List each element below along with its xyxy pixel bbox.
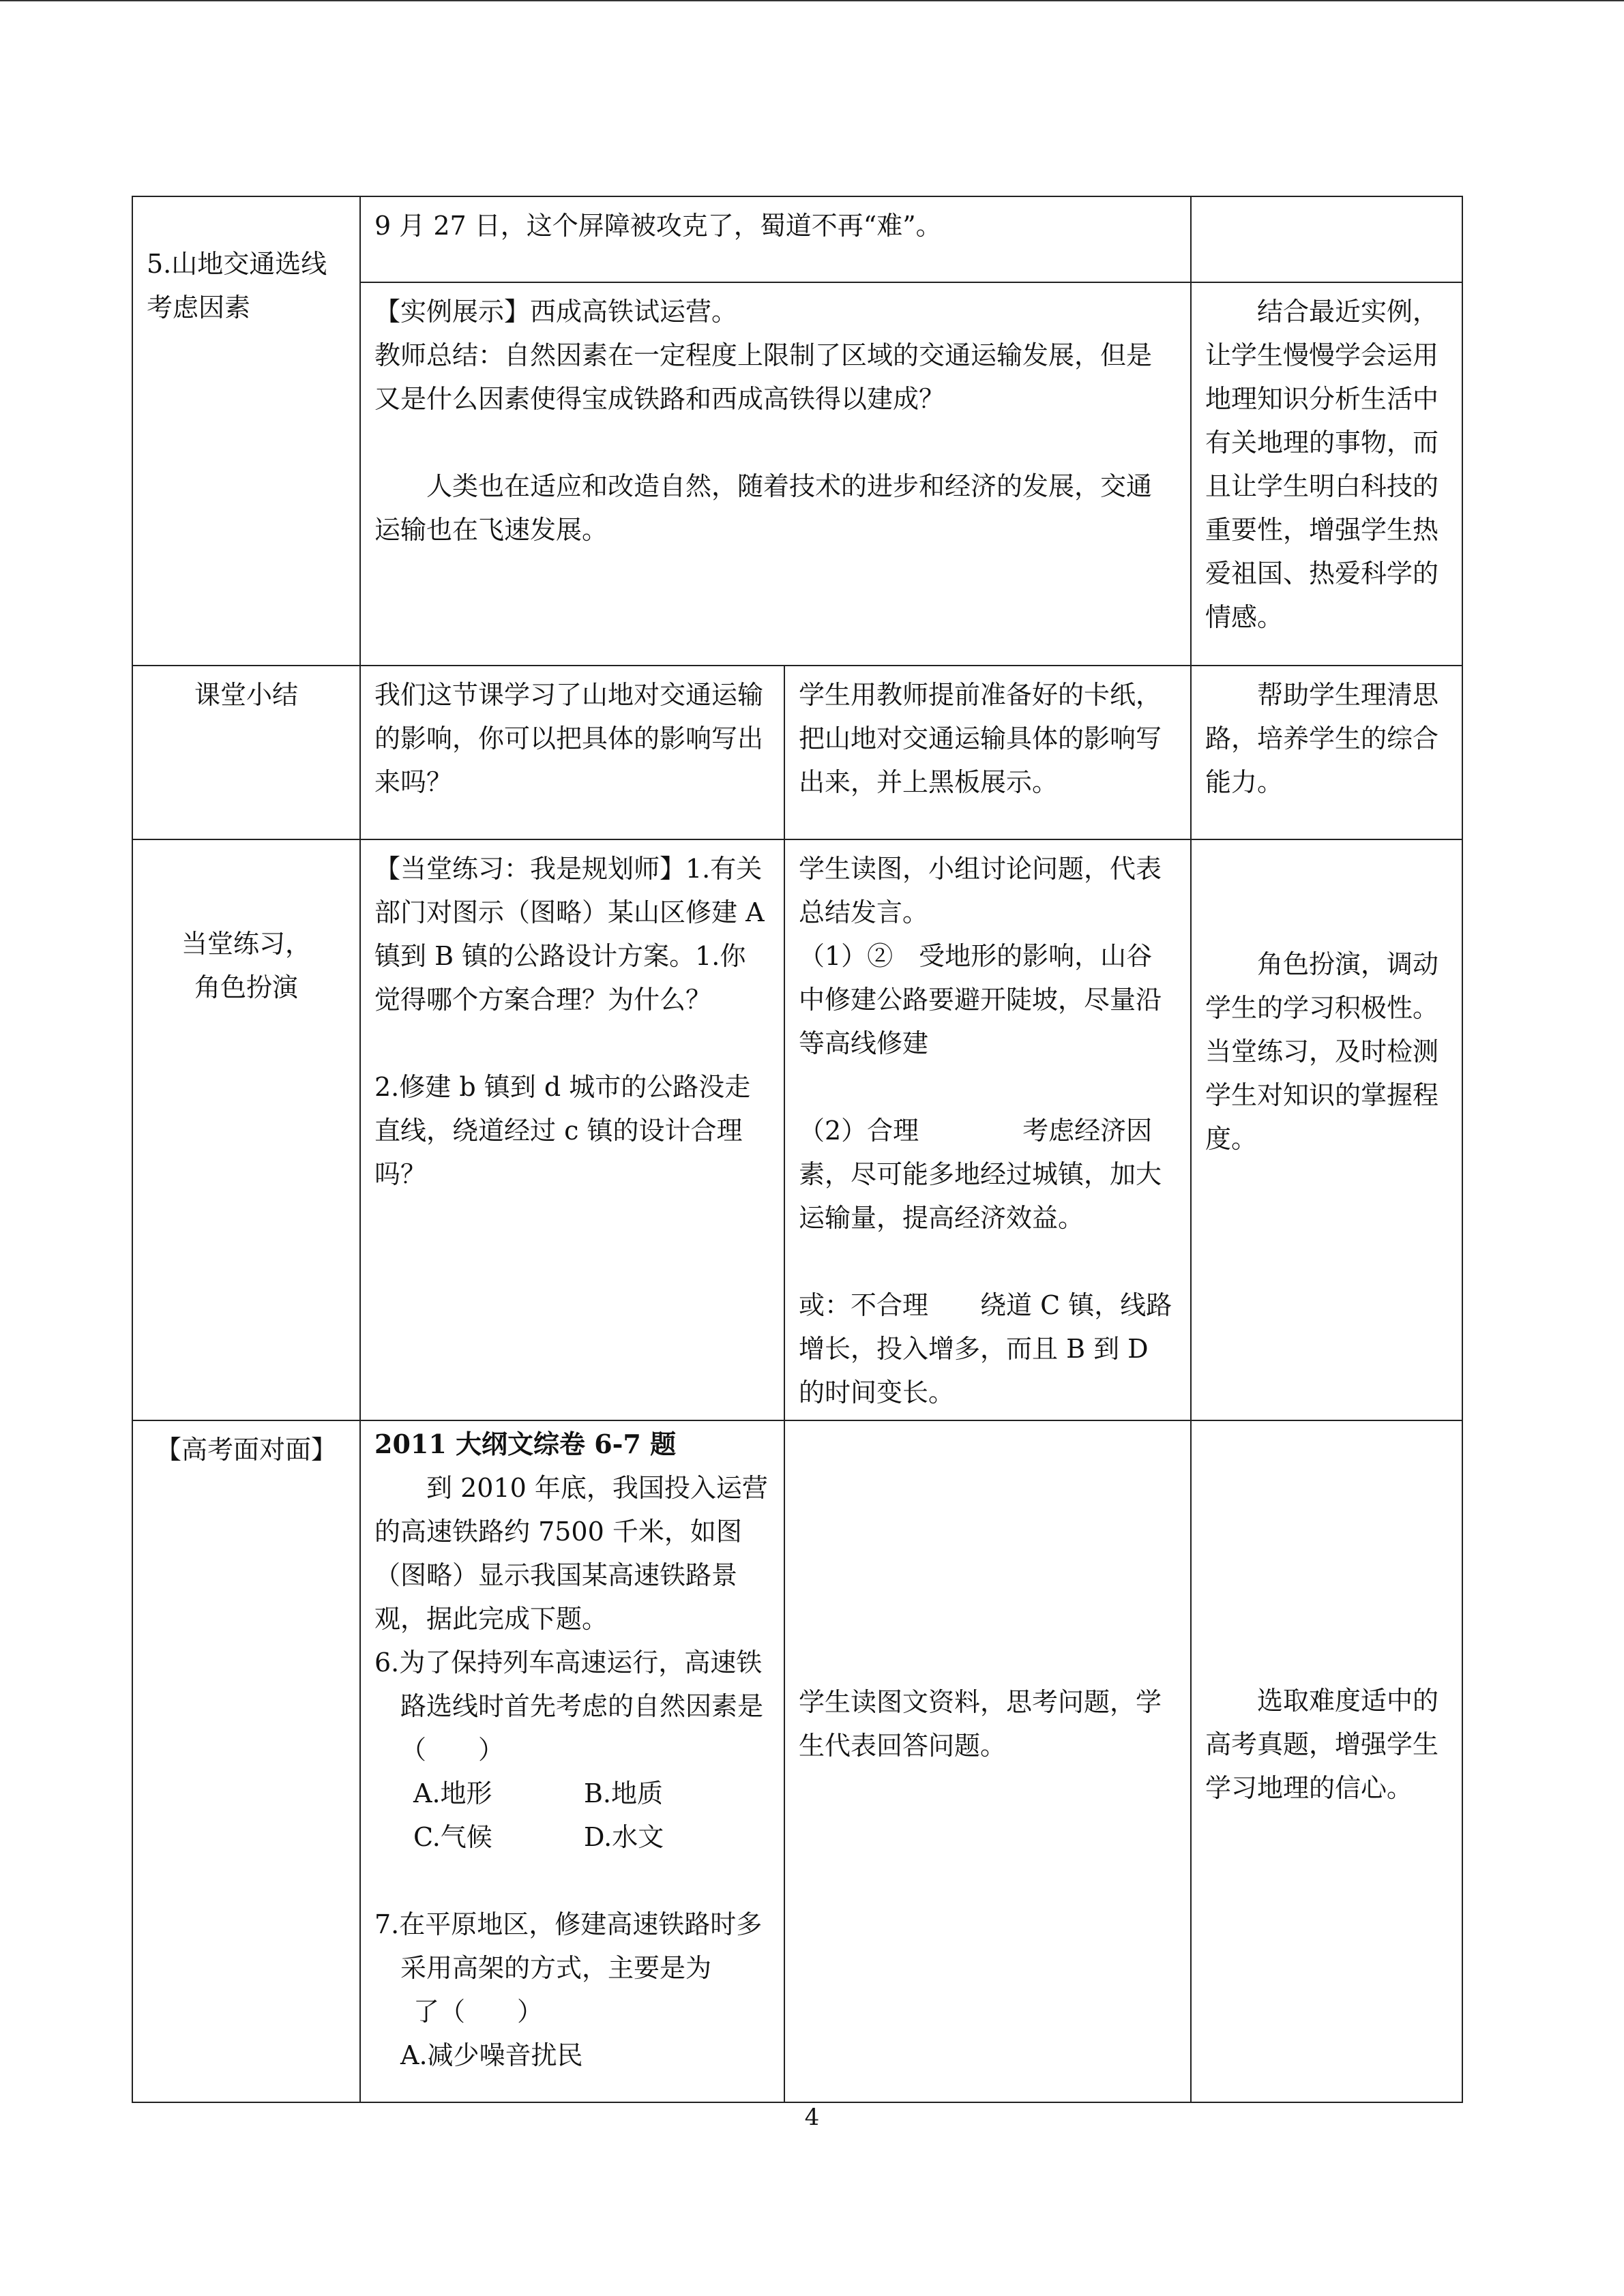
section-label-line1: 当堂练习， [181,929,311,959]
teacher-activity: 我们这节课学习了山地对交通运输的影响，你可以把具体的影响写出来吗？ [374,680,764,797]
q6-option-c: C.气候 [413,1822,492,1852]
section-label-cell [132,666,360,839]
intent-text: 角色扮演，调动学生的学习积极性。当堂练习，及时检测学生对知识的掌握程度。 [1205,949,1439,1154]
practice-question-1: 【当堂练习：我是规划师】1.有关部门对图示（图略）某山区修建 A 镇到 B 镇的公路设计方案。1.你觉得哪个方案合理？为什么？ [374,854,765,1015]
q6-option-d: D.水文 [584,1822,664,1852]
teacher-summary: 教师总结：自然因素在一定程度上限制了区域的交通运输发展，但是又是什么因素使得宝成铁路和西成高铁得以建成？ [374,340,1153,414]
answer-1: （1）② 受地形的影响，山谷中修建公路要避开陡坡，尽量沿等高线修建 [799,941,1162,1058]
student-activity-cell [784,839,1191,1420]
practice-question-2: 2.修建 b 镇到 d 城市的公路没走直线，绕道经过 c 镇的设计合理吗？ [374,1072,751,1189]
intent-text: 帮助学生理清思路，培养学生的综合能力。 [1205,680,1439,797]
intro-cell [360,196,1191,282]
exam-heading: 2011 大纲文综卷 6-7 题 [374,1429,677,1459]
section-label-line2: 角色扮演 [194,972,298,1002]
teacher-activity-cell [360,666,784,839]
intent-cell [1191,1420,1462,2102]
exam-question-6: 6.为了保持列车高速运行，高速铁路选线时首先考虑的自然因素是（ ） [374,1648,764,1765]
answer-2-alt: 或：不合理 绕道 C 镇，线路增长，投入增多，而且 B 到 D 的时间变长。 [799,1290,1172,1407]
top-border-line [0,0,1624,1]
empty-cell [1191,196,1462,282]
section-label-cell [132,1420,360,2102]
exam-question-7-cont: 了（ ） [413,1997,544,2027]
student-activity: 学生读图，小组讨论问题，代表总结发言。 [799,854,1162,927]
table-row [132,666,1462,839]
student-activity-cell [784,1420,1191,2102]
q6-option-a: A.地形 [413,1778,492,1808]
q6-options-row2 [374,1815,770,1859]
intro-text: 9 月 27 日，这个屏障被攻克了，蜀道不再“难”。 [374,211,942,241]
section-label-cell [132,196,360,666]
intent-cell [1191,839,1462,1420]
intent-text: 结合最近实例，让学生慢慢学会运用地理知识分析生活中有关地理的事物，而且让学生明白科技的重要性，增强学生热爱祖国、热爱科学的情感。 [1205,297,1439,632]
section-label: 【高考面对面】 [155,1435,337,1465]
intent-cell [1191,282,1462,666]
page-number: 4 [804,2104,820,2131]
q7-option-a: A.减少噪音扰民 [400,2040,583,2070]
student-activity: 学生读图文资料，思考问题，学生代表回答问题。 [799,1687,1162,1761]
teacher-activity-cell [360,839,784,1420]
example-cell [360,282,1191,666]
student-activity: 学生用教师提前准备好的卡纸，把山地对交通运输具体的影响写出来，并上黑板展示。 [799,680,1162,797]
lesson-plan-table [132,196,1463,2103]
q6-option-b: B.地质 [584,1778,664,1808]
example-title: 【实例展示】西成高铁试运营。 [374,297,738,327]
q6-options-row1 [374,1772,770,1815]
table-row [132,839,1462,1420]
exam-question-7: 7.在平原地区，修建高速铁路时多采用高架的方式，主要是为 [374,1909,763,1983]
intent-cell [1191,666,1462,839]
section-label: 5.山地交通选线考虑因素 [147,249,327,323]
section-label-cell [132,839,360,1420]
table-row [132,196,1462,282]
teacher-summary-2: 人类也在适应和改造自然，随着技术的进步和经济的发展，交通运输也在飞速发展。 [374,471,1153,545]
answer-2: （2）合理 考虑经济因素，尽可能多地经过城镇，加大运输量，提高经济效益。 [799,1116,1162,1233]
section-label: 课堂小结 [194,680,298,710]
student-activity-cell [784,666,1191,839]
table-row [132,1420,1462,2102]
intent-text: 选取难度适中的高考真题，增强学生学习地理的信心。 [1205,1686,1439,1803]
exam-passage: 到 2010 年底，我国投入运营的高速铁路约 7500 千米，如图（图略）显示我国某高速铁路景观，据此完成下题。 [374,1473,768,1634]
teacher-activity-cell [360,1420,784,2102]
